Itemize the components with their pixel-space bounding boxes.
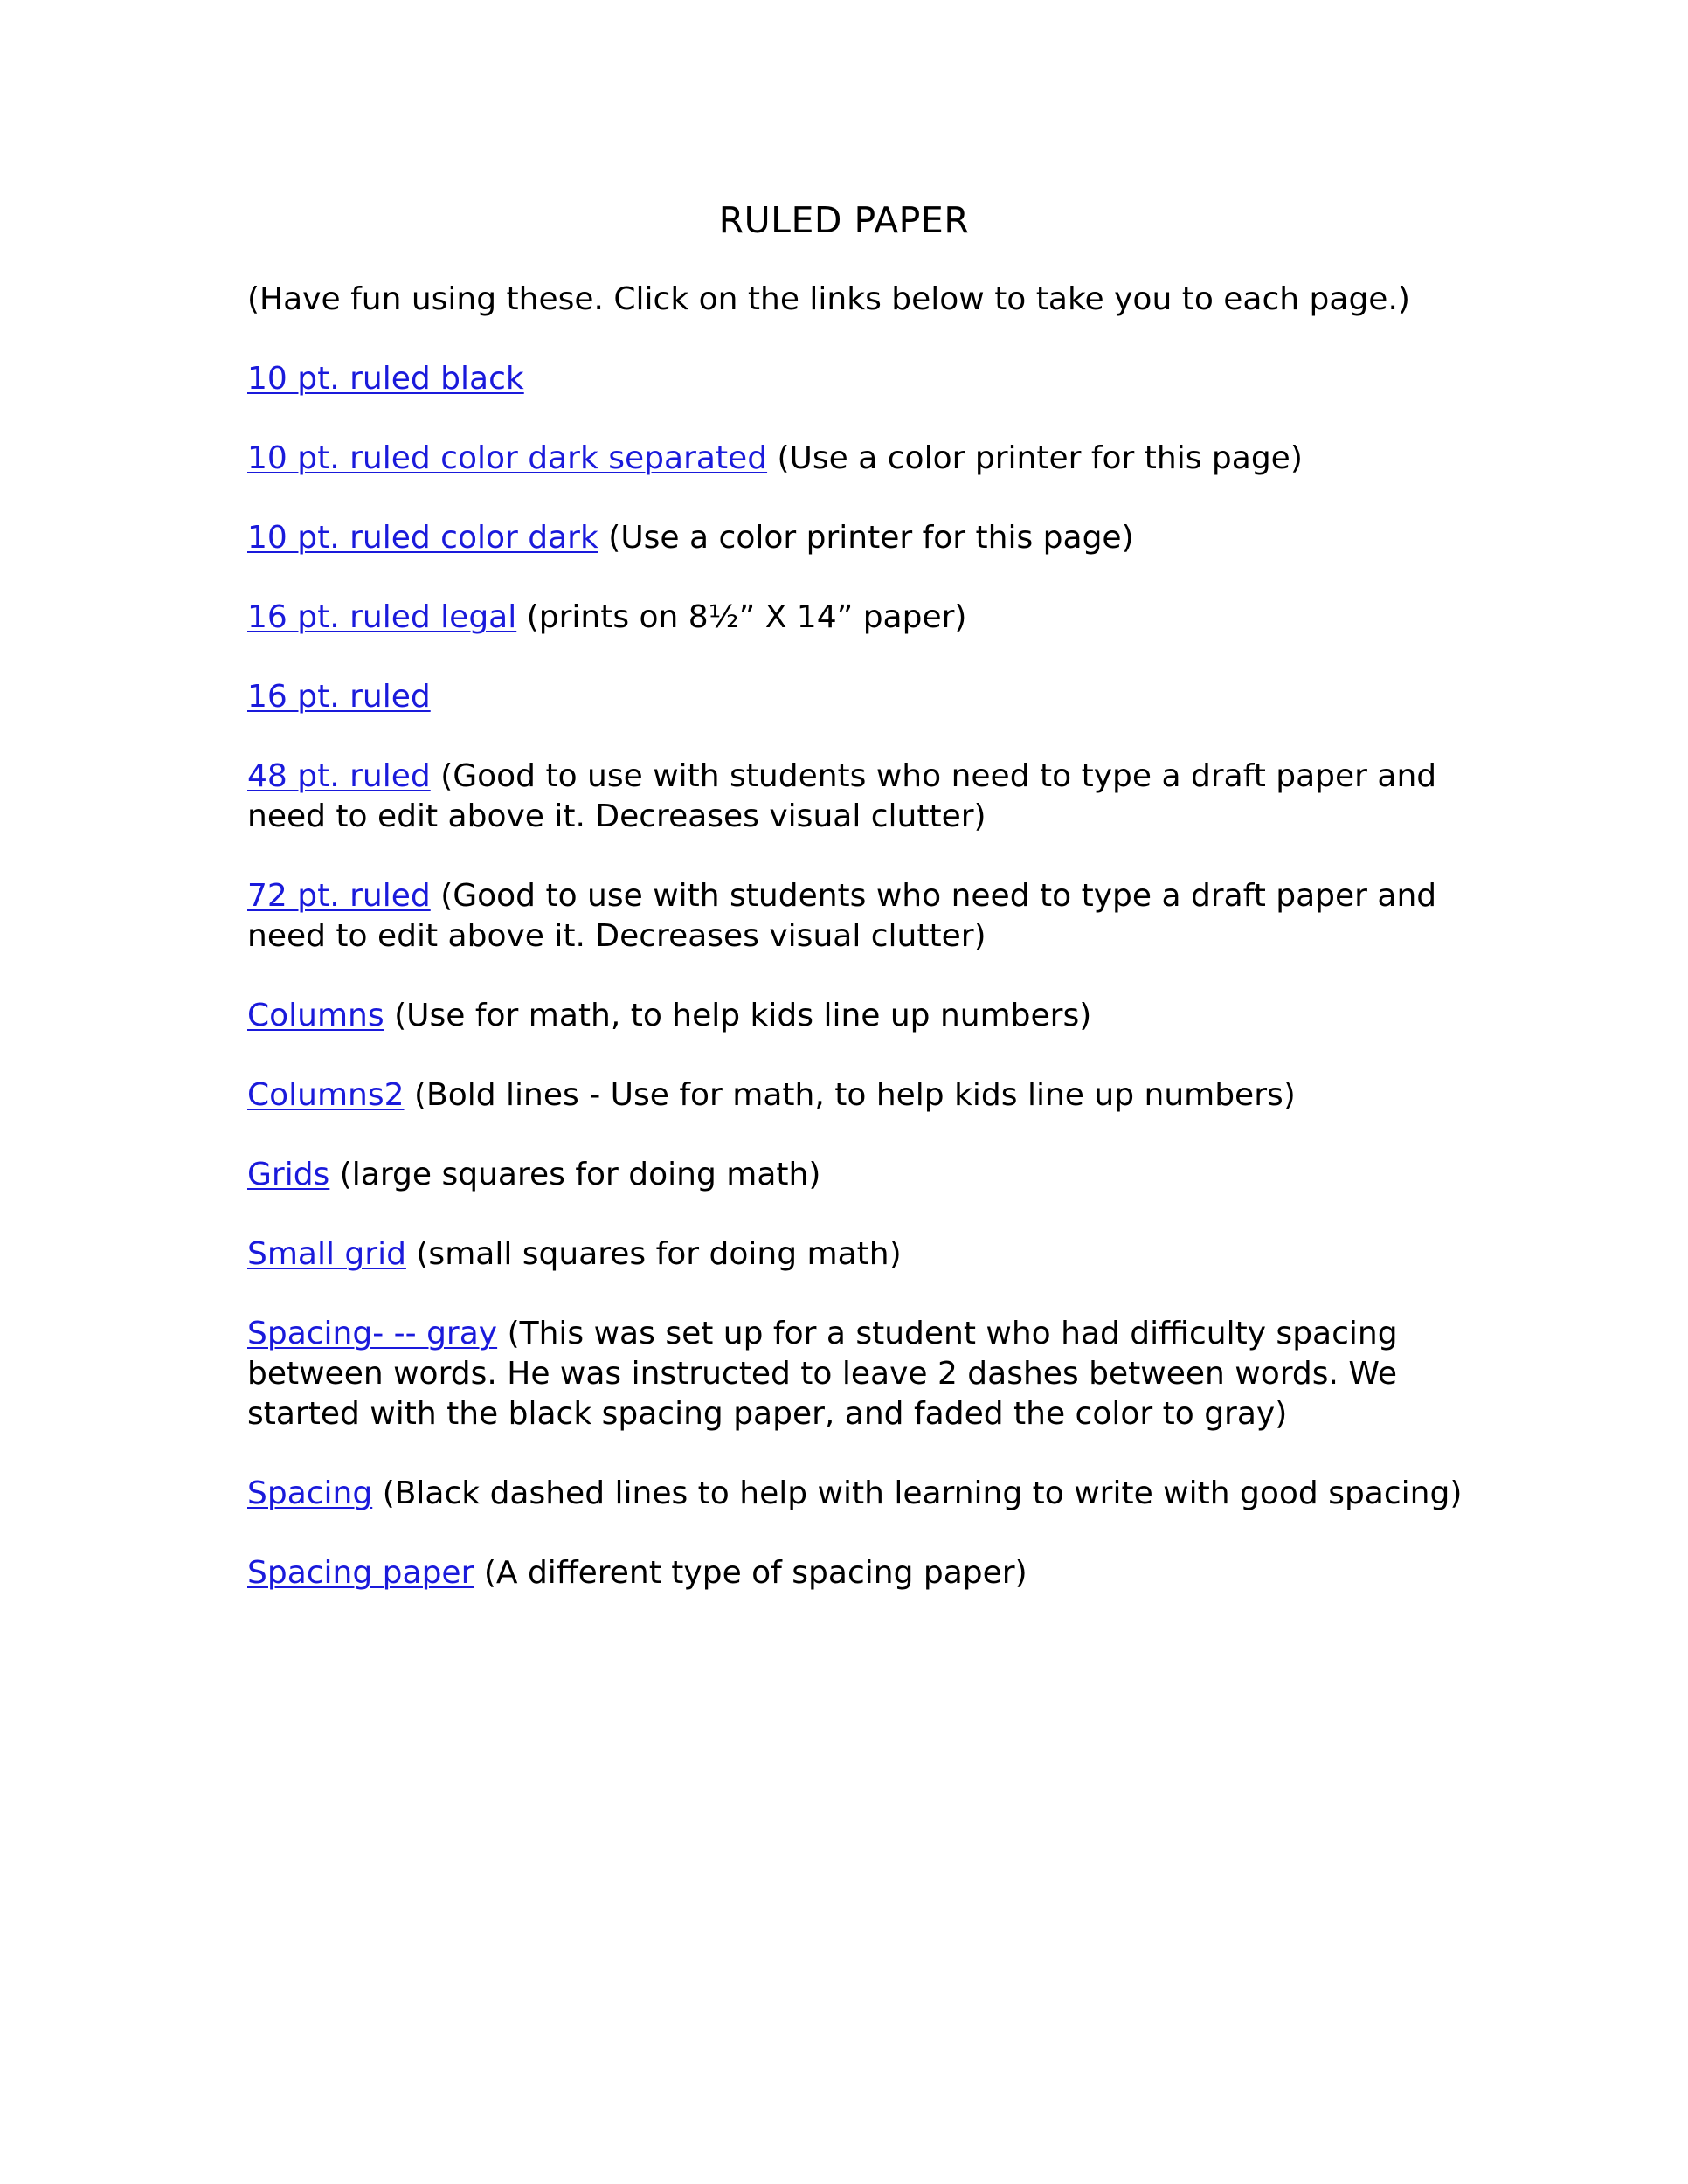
entry-72pt-ruled: [247, 876, 1488, 957]
note-spacing: (Black dashed lines to help with learning to write with good spacing): [382, 1476, 1463, 1511]
note-10pt-ruled-color-dark-separated: (Use a color printer for this page): [777, 440, 1303, 476]
note-72pt-ruled: (Good to use with students who need to type a draft paper and need to edit above it. Decreases visual clutter): [247, 878, 1437, 954]
link-10pt-ruled-color-dark-separated[interactable]: 10 pt. ruled color dark separated: [247, 440, 768, 476]
note-small-grid: (small squares for doing math): [416, 1236, 902, 1272]
note-columns: (Use for math, to help kids line up numbers): [394, 998, 1092, 1033]
link-columns[interactable]: Columns: [247, 998, 384, 1033]
link-spacing[interactable]: Spacing: [247, 1476, 373, 1511]
note-grids: (large squares for doing math): [339, 1157, 821, 1192]
note-spacing-gray: (This was set up for a student who had difficulty spacing between words. He was instructed to leave 2 dashes between words. We started with the black spacing paper, and faded the color to gray): [247, 1316, 1398, 1432]
entry-columns: [247, 996, 1488, 1036]
entry-16pt-ruled: [247, 677, 1488, 717]
link-16pt-ruled-legal[interactable]: 16 pt. ruled legal: [247, 599, 517, 635]
link-grids[interactable]: Grids: [247, 1157, 330, 1192]
entry-16pt-ruled-legal: [247, 598, 1488, 638]
link-list: [247, 280, 1488, 1633]
entry-spacing-gray: [247, 1314, 1488, 1434]
entry-grids: [247, 1155, 1488, 1195]
link-48pt-ruled[interactable]: 48 pt. ruled: [247, 758, 431, 794]
note-10pt-ruled-color-dark: (Use a color printer for this page): [608, 520, 1134, 556]
entry-10pt-ruled-color-dark: [247, 518, 1488, 558]
link-columns2[interactable]: Columns2: [247, 1077, 405, 1113]
link-spacing-paper[interactable]: Spacing paper: [247, 1555, 474, 1591]
note-columns2: (Bold lines - Use for math, to help kids line up numbers): [413, 1077, 1296, 1113]
note-48pt-ruled: (Good to use with students who need to type a draft paper and need to edit above it. Decreases visual clutter): [247, 758, 1437, 834]
entry-10pt-ruled-color-dark-separated: [247, 439, 1488, 479]
link-10pt-ruled-black[interactable]: 10 pt. ruled black: [247, 361, 524, 397]
link-spacing-gray[interactable]: Spacing- -- gray: [247, 1316, 498, 1351]
entry-spacing: [247, 1474, 1488, 1514]
entry-small-grid: [247, 1234, 1488, 1275]
link-small-grid[interactable]: Small grid: [247, 1236, 406, 1272]
note-spacing-paper: (A different type of spacing paper): [483, 1555, 1027, 1591]
link-72pt-ruled[interactable]: 72 pt. ruled: [247, 878, 431, 914]
entry-spacing-paper: [247, 1553, 1488, 1593]
entry-48pt-ruled: [247, 757, 1488, 837]
intro-text: (Have fun using these. Click on the links below to take you to each page.): [247, 281, 1410, 317]
page-title: RULED PAPER: [718, 199, 970, 241]
note-16pt-ruled-legal: (prints on 8½” X 14” paper): [526, 599, 967, 635]
entry-10pt-ruled-black: [247, 359, 1488, 399]
link-10pt-ruled-color-dark[interactable]: 10 pt. ruled color dark: [247, 520, 598, 556]
entry-columns2: [247, 1075, 1488, 1116]
link-16pt-ruled[interactable]: 16 pt. ruled: [247, 679, 431, 715]
